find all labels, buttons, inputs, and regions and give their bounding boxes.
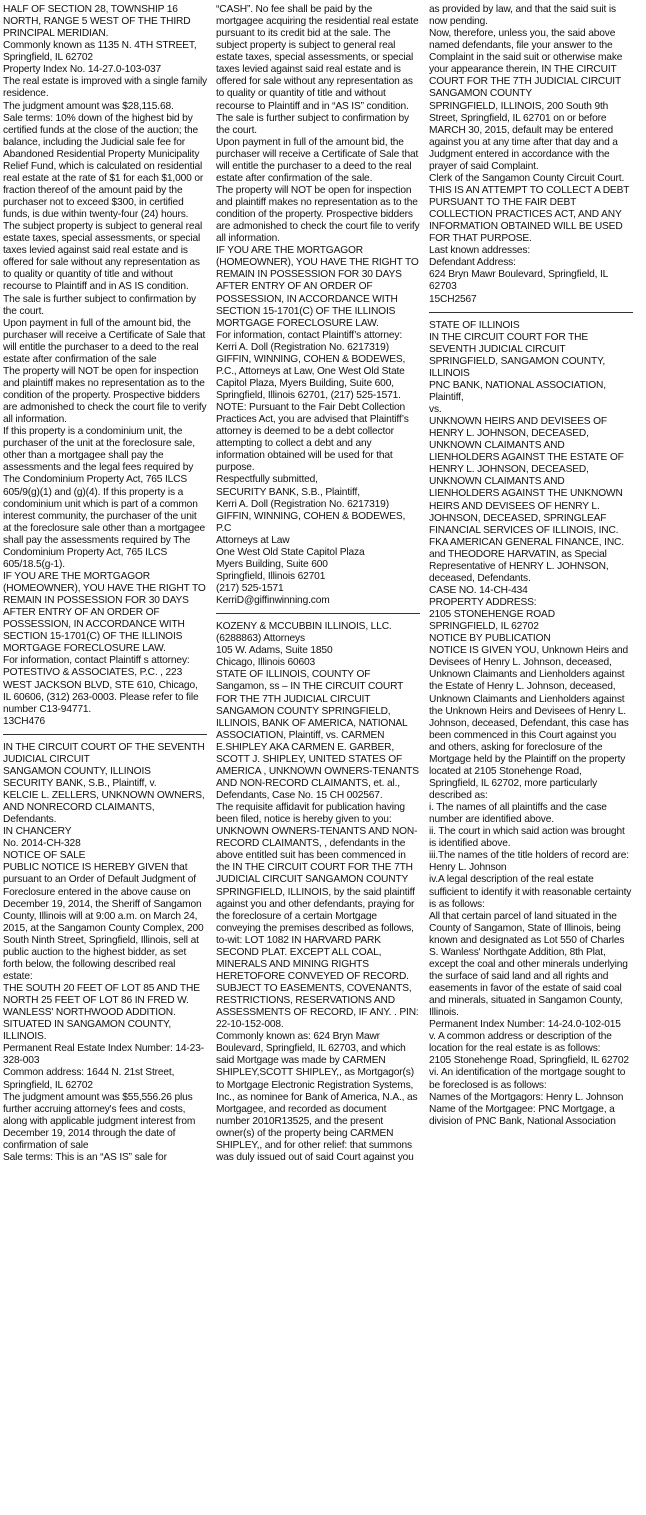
column-2	[216, 4, 420, 1515]
notice-divider	[216, 613, 420, 614]
notice-text: STATE OF ILLINOIS IN THE CIRCUIT COURT FOR THE SEVENTH JUDICIAL CIRCUIT SPRINGFIELD, SANGAMON COUNTY, ILLINOIS PNC BANK, NATIONAL ASSOCIATION, Plaintiff, vs. UNKNOWN HEIRS AND DEVISEES OF HENRY L. JOHNSON, DECEASED, UNKNOWN CLAIMANTS AND LIENHOLDERS AGAINST THE ESTATE OF HENRY L. JOHNSON, DECEASED, UNKNOWN CLAIMANTS AND LIENHOLDERS AGAINST THE UNKNOWN HEIRS AND DEVISEES OF HENRY L. JOHNSON, DECEASED, SPRINGLEAF FINANCIAL SERVICES OF ILLINOIS, INC. FKA AMERICAN GENERAL FINANCE, INC. and THEODORE HARVATIN, as Special Representative of HENRY L. JOHNSON, deceased, Defendants. CASE NO. 14-CH-434 PROPERTY ADDRESS: 2105 STONEHENGE ROAD SPRINGFIELD, IL 62702 NOTICE BY PUBLICATION NOTICE IS GIVEN YOU, Unknown Heirs and Devisees of Henry L. Johnson, deceased, Unknown Claimants and Lienholders against the Estate of Henry L. Johnson, deceased, Unknown Claimants and Lienholders against the Unknown Heirs and Devisees of Henry L. Johnson, deceased, Defendant, this case has been commenced in this Court against you and others, asking for foreclosure of the Mortgage held by the Plaintiff on the property located at 2105 Stonehenge Road, Springfield, IL 62702, more particularly described as: i. The names of all plaintiffs and the case number are identified above. ii. The court in which said action was brought is identified above. iii.The names of the title holders of record are: Henry L. Johnson iv.A legal description of the real estate sufficient to identify it with reasonable certainty is as follows: All that certain parcel of land situated in the County of Sangamon, State of Illinois, being known and designated as Lot 550 of Charles S. Wanless' Northgate Addition, 8th Plat, except the coal and other minerals underlying the surface of said land and all rights and easements in favor of the estate of said coal and minerals, situated in Sangamon County, Illinois. Permanent Index Number: 14-24.0-102-015 v. A common address or description of the location for the real estate is as follows: 2105 Stonehenge Road, Springfield, IL 62702 vi. An identification of the mortgage sought to be foreclosed is as follows: Names of the Mortgagors: Henry L. Johnson Name of the Mortgagee: PNC Mortgage, a division of PNC Bank, National Association	[429, 319, 632, 1127]
column-3	[429, 4, 633, 1515]
notice-text: “CASH”. No fee shall be paid by the mortgagee acquiring the residential real estate pursuant to its credit bid at the sale. The subject property is subject to general real estate taxes, special assessments, or special taxes levied against said real estate and is offered for sale without any representation as to quality or quantity of title and without recourse to Plaintiff and in “AS IS” condition. The sale is further subject to confirmation by the court. Upon payment in full of the amount bid, the purchaser will receive a Certificate of Sale that will entitle the purchaser to a deed to the real estate after confirmation of the sale. The property will NOT be open for inspection and plaintiff makes no representation as to the condition of the property. Prospective bidders are admonished to check the court file to verify all information. IF YOU ARE THE MORTGAGOR (HOMEOWNER), YOU HAVE THE RIGHT TO REMAIN IN POSSESSION FOR 30 DAYS AFTER ENTRY OF AN ORDER OF POSSESSION, IN ACCORDANCE WITH SECTION 15-1701(C) OF THE ILLINOIS MORTGAGE FORECLOSURE LAW. For information, contact Plaintiff’s attorney: Kerri A. Doll (Registration No. 6217319) GIFFIN, WINNING, COHEN & BODEWES, P.C., Attorneys at Law, One West Old State Capitol Plaza, Myers Building, Suite 600, Springfield, Illinois 62701, (217) 525-1571. NOTE: Pursuant to the Fair Debt Collection Practices Act, you are advised that Plaintiff’s attorney is deemed to be a debt collector attempting to collect a debt and any information obtained will be used for that purpose. Respectfully submitted, SECURITY BANK, S.B., Plaintiff, Kerri A. Doll (Registration No. 6217319) GIFFIN, WINNING, COHEN & BODEWES, P.C Attorneys at Law One West Old State Capitol Plaza Myers Building, Suite 600 Springfield, Illinois 62701 (217) 525-1571 KerriD@giffinwinning.com	[216, 4, 420, 607]
column-1	[3, 4, 207, 1515]
notice-divider	[429, 312, 633, 313]
notice-text: IN THE CIRCUIT COURT OF THE SEVENTH JUDICIAL CIRCUIT SANGAMON COUNTY, ILLINOIS SECURITY BANK, S.B., Plaintiff, v. KELCIE L. ZELLERS, UNKNOWN OWNERS, AND NONRECORD CLAIMANTS, Defendants. IN CHANCERY No. 2014-CH-328 NOTICE OF SALE PUBLIC NOTICE IS HEREBY GIVEN that pursuant to an Order of Default Judgment of Foreclosure entered in the above cause on December 19, 2014, the Sheriff of Sangamon County, Illinois will at 9:00 a.m. on March 24, 2015, at the Sangamon County Complex, 200 South Ninth Street, Springfield, Illinois, sell at public auction to the highest bidder, as set forth below, the following described real estate: THE SOUTH 20 FEET OF LOT 85 AND THE NORTH 25 FEET OF LOT 86 IN FRED W. WANLESS' NORTHWOOD ADDITION. SITUATED IN SANGAMON COUNTY, ILLINOIS. Permanent Real Estate Index Number: 14-23-328-003 Common address: 1644 N. 21st Street, Springfield, IL 62702 The judgment amount was $55,556.26 plus further accruing attorney's fees and costs, along with applicable judgment interest from December 19, 2014 through the date of confirmation of sale Sale terms: This is an “AS IS” sale for	[3, 741, 205, 1163]
notice-text: KOZENY & MCCUBBIN ILLINOIS, LLC. (6288863) Attorneys 105 W. Adams, Suite 1850 Chicago, Illinois 60603 STATE OF ILLINOIS, COUNTY OF Sangamon, ss – IN THE CIRCUIT COURT FOR THE 7TH JUDICIAL CIRCUIT SANGAMON COUNTY SPRINGFIELD, ILLINOIS, BANK OF AMERICA, NATIONAL ASSOCIATION, Plaintiff, vs. CARMEN E.SHIPLEY AKA CARMEN E. GARBER, SCOTT J. SHIPLEY, UNITED STATES OF AMERICA , UNKNOWN OWNERS-TENANTS AND NON-RECORD CLAIMANTS, et. al., Defendants, Case No. 15 CH 002567. The requisite affidavit for publication having been filed, notice is hereby given to you: UNKNOWN OWNERS-TENANTS AND NON-RECORD CLAIMANTS, , defendants in the above entitled suit has been commenced in the IN THE CIRCUIT COURT FOR THE 7TH JUDICIAL CIRCUIT SANGAMON COUNTY SPRINGFIELD, ILLINOIS, by the said plaintiff against you and other defendants, praying for the foreclosure of a certain Mortgage conveying the premises described as follows, to-wit: LOT 1082 IN HARVARD PARK SECOND PLAT. EXCEPT ALL COAL, MINERALS AND MINING RIGHTS HERETOFORE CONVEYED OF RECORD. SUBJECT TO EASEMENTS, COVENANTS, RESTRICTIONS, RESERVATIONS AND ASSESSMENTS OF RECORD, IF ANY. . PIN: 22-10-152-008. Commonly known as: 624 Bryn Mawr Boulevard, Springfield, IL 62703, and which said Mortgage was made by CARMEN SHIPLEY,SCOTT SHIPLEY,, as Mortgagor(s) to Mortgage Electronic Registration Systems, Inc., as nominee for Bank of America, N.A., as Mortgagee, and recorded as document number 2010R13525, and the present owner(s) of the property being CARMEN SHIPLEY,, and for other relief: that summons was duly issued out of said Court against you	[216, 621, 419, 1163]
notice-divider	[3, 734, 207, 735]
notice-text: HALF OF SECTION 28, TOWNSHIP 16 NORTH, RANGE 5 WEST OF THE THIRD PRINCIPAL MERIDIAN. Commonly known as 1135 N. 4TH STREET, Springfield, IL 62702 Property Index No. 14-27.0-103-037 The real estate is improved with a single family residence. The judgment amount was $28,115.68. Sale terms: 10% down of the highest bid by certified funds at the close of the auction; the balance, including the Judicial sale fee for Abandoned Residential Property Municipality Relief Fund, which is calculated on residential real estate at the rate of $1 for each $1,000 or fraction thereof of the amount paid by the purchaser not to exceed $300, in certified funds, is due within twenty-four (24) hours. The subject property is subject to general real estate taxes, special assessments, or special taxes levied against said real estate and is offered for sale without any representation as to quality or quantity of title and without recourse to Plaintiff and in AS IS condition. The sale is further subject to confirmation by the court. Upon payment in full of the amount bid, the purchaser will receive a Certificate of Sale that will entitle the purchaser to a deed to the real estate after confirmation of the sale The property will NOT be open for inspection and plaintiff makes no representation as to the condition of the property. Prospective bidders are admonished to check the court file to verify all information. If this property is a condominium unit, the purchaser of the unit at the foreclosure sale, other than a mortgagee shall pay the assessments and the legal fees required by The Condominium Property Act, 765 ILCS 605/9(g)(1) and (g)(4). If this property is a condominium unit which is part of a common interest community, the purchaser of the unit at the foreclosure sale other than a mortgagee shall pay the assessments required by The Condominium Property Act, 765 ILCS 605/18.5(g-1). IF YOU ARE THE MORTGAGOR (HOMEOWNER), YOU HAVE THE RIGHT TO REMAIN IN POSSESSION FOR 30 DAYS AFTER ENTRY OF AN ORDER OF POSSESSION, IN ACCORDANCE WITH SECTION 15-1701(C) OF THE ILLINOIS MORTGAGE FORECLOSURE LAW. For information, contact Plaintiff s attorney: POTESTIVO & ASSOCIATES, P.C. , 223 WEST JACKSON BLVD, STE 610, Chicago, IL 60606, (312) 263-0003. Please refer to file number C13-94771. 13CH476	[3, 4, 207, 727]
notice-text: as provided by law, and that the said suit is now pending. Now, therefore, unless you, the said above named defendants, file your answer to the Complaint in the said suit or otherwise make your appearance therein, IN THE CIRCUIT COURT FOR THE 7TH JUDICIAL CIRCUIT SANGAMON COUNTY SPRINGFIELD, ILLINOIS, 200 South 9th Street, Springfield, IL 62701 on or before MARCH 30, 2015, default may be entered against you at any time after that day and a Judgment entered in accordance with the prayer of said Complaint. Clerk of the Sangamon County Circuit Court. THIS IS AN ATTEMPT TO COLLECT A DEBT PURSUANT TO THE FAIR DEBT COLLECTION PRACTICES ACT, AND ANY INFORMATION OBTAINED WILL BE USED FOR THAT PURPOSE. Last known addresses: Defendant Address: 624 Bryn Mawr Boulevard, Springfield, IL 62703 15CH2567	[429, 4, 630, 305]
